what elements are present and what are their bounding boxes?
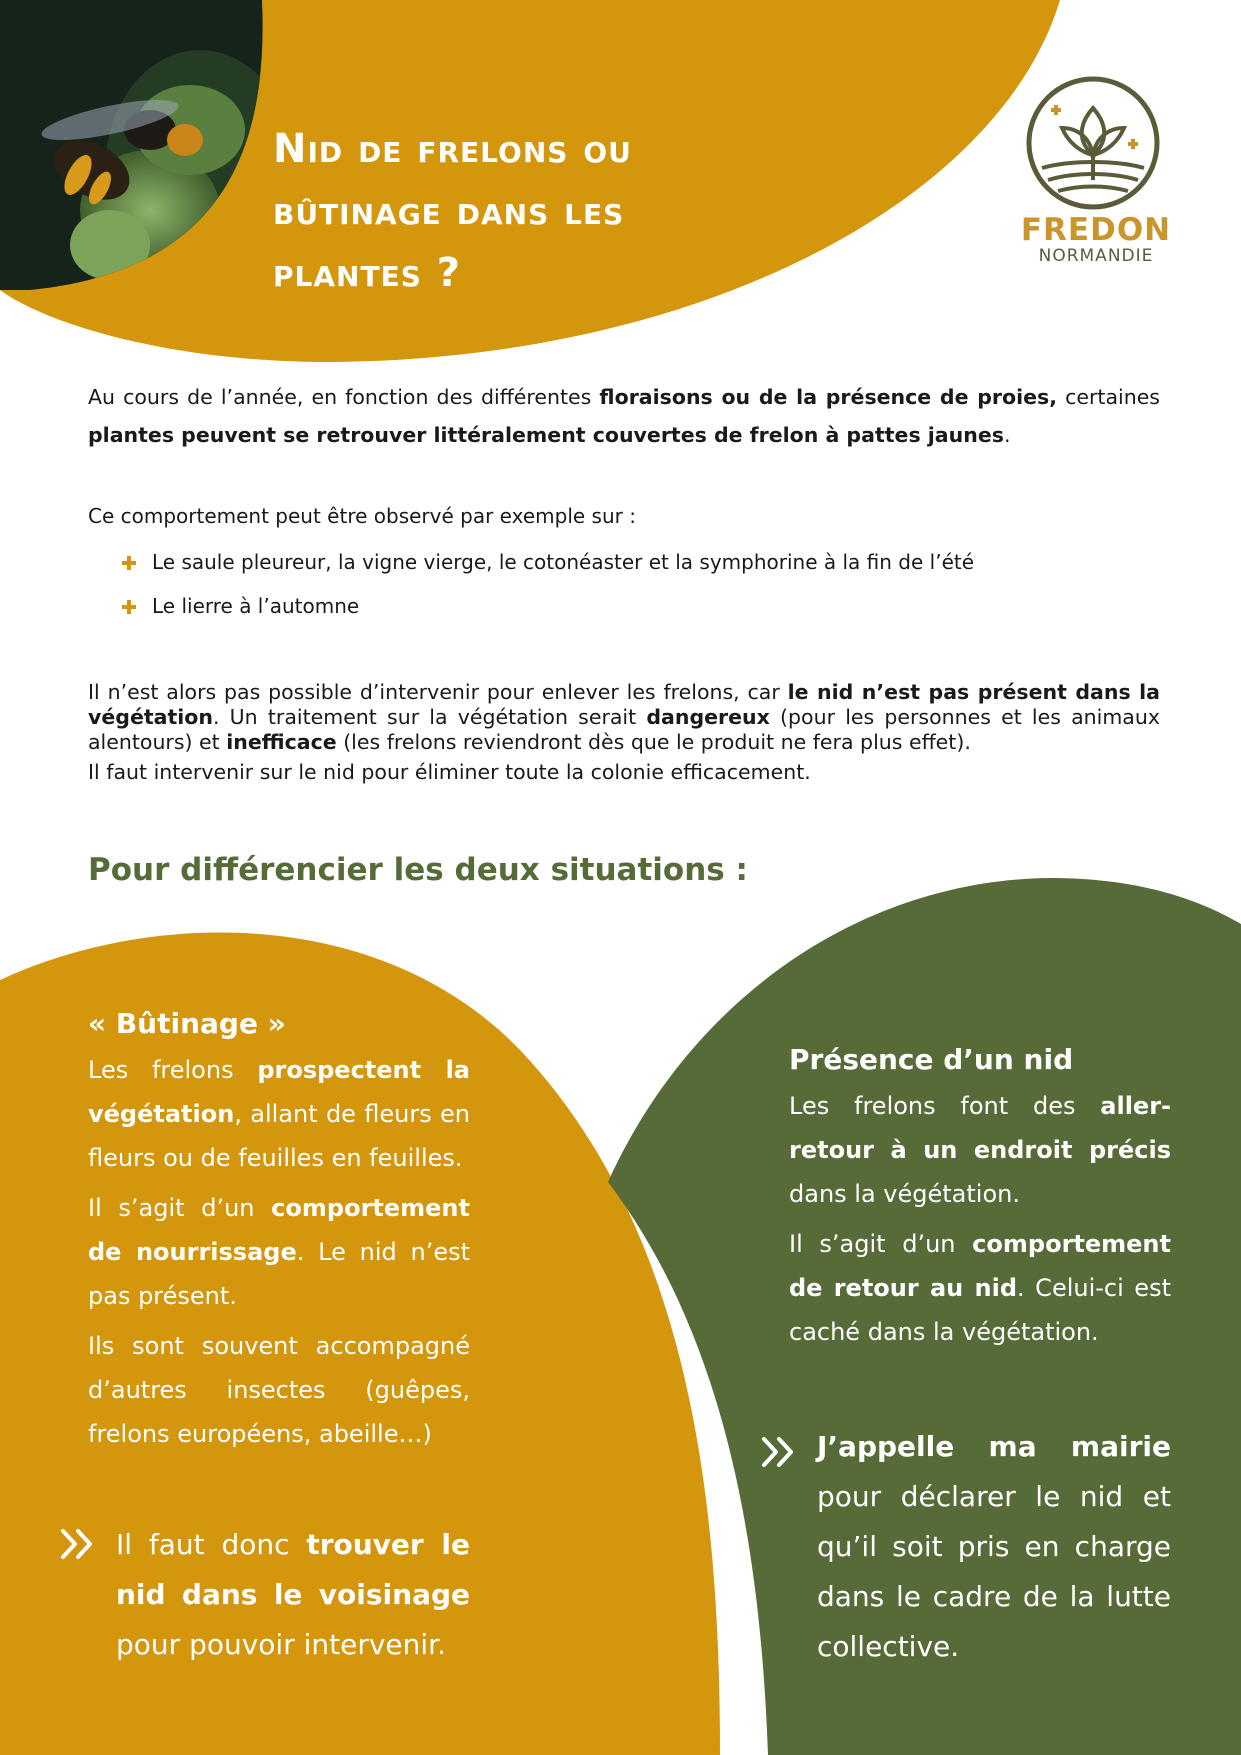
chevron-double-right-icon xyxy=(761,1436,797,1468)
butinage-conclusion: Il faut donc trouver le nid dans le voisinage pour pouvoir intervenir. xyxy=(116,1528,470,1661)
brand-name: FREDON xyxy=(1020,212,1172,248)
nest-text-2: Il s’agit d’un comportement de retour au nid. Celui-ci est caché dans la végétation. xyxy=(789,1230,1171,1346)
intro-paragraph: Au cours de l’année, en fonction des différentes floraisons ou de la présence de proies, certaines plantes peuvent se retrouver littéralement couvertes de frelon à pattes jaunes. xyxy=(88,385,1160,447)
butinage-column xyxy=(88,1004,470,1462)
nest-column xyxy=(789,1040,1171,1360)
nest-conclusion: J’appelle ma mairie pour déclarer le nid et qu’il soit pris en charge dans le cadre de la lutte collective. xyxy=(817,1430,1171,1663)
chevron-double-right-icon xyxy=(60,1528,96,1560)
page-title: Nid de frelons ou bûtinage dans les plantes ? xyxy=(273,126,632,296)
nest-text-1: Les frelons font des aller-retour à un endroit précis dans la végétation. xyxy=(789,1092,1171,1208)
examples-label: Ce comportement peut être observé par exemple sur : xyxy=(88,504,636,528)
plus-bullet-icon xyxy=(122,556,136,570)
examples-list xyxy=(122,548,1122,636)
action-paragraph: Il faut intervenir sur le nid pour éliminer toute la colonie efficacement. xyxy=(88,760,811,784)
fredon-logo-icon xyxy=(1020,70,1166,216)
list-item: Le lierre à l’automne xyxy=(122,592,1122,636)
warning-paragraph: Il n’est alors pas possible d’intervenir pour enlever les frelons, car le nid n’est pas présent dans la végétation. Un traitement sur la végétation serait dangereux (pour les personnes et les animaux alentours) et inefficace (les frelons reviendront dès que le produit ne fera plus effet). xyxy=(88,680,1160,754)
brand-region: NORMANDIE xyxy=(1038,246,1154,266)
butinage-text-1: Les frelons prospectent la végétation, allant de fleurs en fleurs ou de feuilles en feuilles. xyxy=(88,1056,470,1172)
butinage-text-2: Il s’agit d’un comportement de nourrissage. Le nid n’est pas présent. xyxy=(88,1194,470,1310)
butinage-heading: « Bûtinage » xyxy=(88,1007,286,1040)
nest-heading: Présence d’un nid xyxy=(789,1043,1074,1076)
plus-bullet-icon xyxy=(122,600,136,614)
butinage-text-3: Ils sont souvent accompagné d’autres insectes (guêpes, frelons européens, abeille…) xyxy=(88,1332,470,1448)
section-heading: Pour différencier les deux situations : xyxy=(88,852,748,888)
list-item: Le saule pleureur, la vigne vierge, le cotonéaster et la symphorine à la fin de l’été xyxy=(122,548,1122,592)
